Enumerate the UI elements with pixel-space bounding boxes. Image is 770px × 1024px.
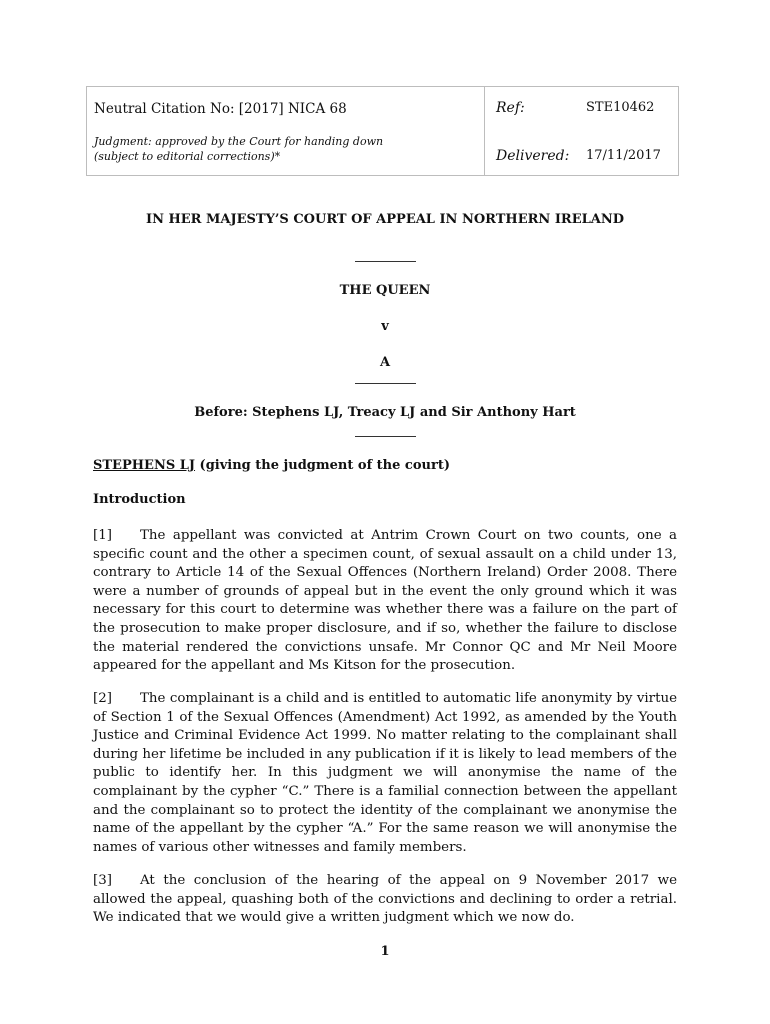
judgment-author-line	[93, 458, 450, 473]
separator-rule	[355, 383, 416, 384]
judge-name: STEPHENS LJ	[93, 458, 196, 473]
versus: v	[381, 319, 389, 334]
paragraph-number: [2]	[93, 691, 112, 706]
neutral-citation: Neutral Citation No: [2017] NICA 68	[94, 101, 347, 117]
paragraph-text: The appellant was convicted at Antrim Crown Court on two counts, one a specific count and the other a specimen count, of sexual assault on a child under 13, contrary to Article 14 of the Sexual Offences (Northern Ireland) Order 2008. There were a number of grounds of appeal but in the event the only ground which it was necessary for this court to determine was whether there was a failure on the part of the prosecution to make proper disclosure, and if so, whether the failure to disclose the material rendered the convictions unsafe. Mr Connor QC and Mr Neil Moore appeared for the appellant and Ms Kitson for the prosecution.	[93, 528, 677, 674]
before-judges: Before: Stephens LJ, Treacy LJ and Sir Anthony Hart	[194, 405, 576, 420]
paragraph-text: The complainant is a child and is entitled to automatic life anonymity by virtue of Section 1 of the Sexual Offences (Amendment) Act 1992, as amended by the Youth Justice and Criminal Evidence Act 1999. No matter relating to the complainant shall during her lifetime be included in any publication if it is likely to lead members of the public to identify her. In this judgment we will anonymise the name of the complainant by the cypher “C.” There is a familial connection between the appellant and the complainant so to protect the identity of the complainant we anonymise the name of the appellant by the cypher “A.” For the same reason we will anonymise the names of various other witnesses and family members.	[93, 691, 677, 855]
paragraph-text: At the conclusion of the hearing of the appeal on 9 November 2017 we allowed the appeal, quashing both of the convictions and declining to order a retrial. We indicated that we would give a written judgment which we now do.	[93, 873, 677, 926]
separator-rule	[355, 436, 416, 437]
page-number: 1	[380, 944, 390, 959]
paragraph-number: [1]	[93, 528, 112, 543]
judge-note: (giving the judgment of the court)	[195, 458, 450, 473]
defendant-name: A	[379, 355, 391, 370]
approval-note-line1: Judgment: approved by the Court for handing down	[94, 135, 384, 148]
section-heading: Introduction	[93, 492, 186, 507]
delivered-label: Delivered:	[496, 148, 570, 164]
approval-note	[94, 134, 474, 164]
separator-rule	[355, 261, 416, 262]
paragraph	[93, 527, 677, 676]
ref-value: STE10462	[586, 100, 655, 115]
plaintiff-name: THE QUEEN	[339, 283, 431, 298]
approval-note-line2: (subject to editorial corrections)*	[94, 150, 281, 163]
citation-header-box	[86, 86, 679, 176]
paragraph	[93, 690, 677, 857]
ref-label: Ref:	[496, 100, 525, 116]
paragraph-number: [3]	[93, 873, 112, 888]
paragraph	[93, 872, 677, 928]
court-title: IN HER MAJESTY’S COURT OF APPEAL IN NORTHERN IRELAND	[145, 212, 625, 227]
delivered-value: 17/11/2017	[586, 148, 661, 163]
header-divider	[484, 87, 485, 175]
